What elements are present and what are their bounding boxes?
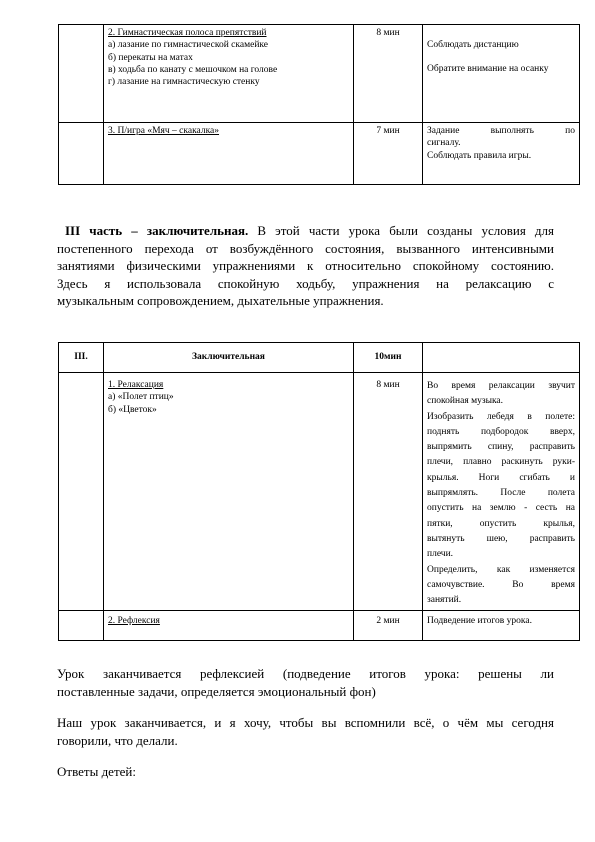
closing-paragraph: [57, 714, 554, 749]
text-line: занятиями физическими упражнениями к относительно спокойному состоянию.: [57, 258, 554, 273]
note-line: Во время релаксации звучит: [427, 381, 575, 391]
activity-item: а) лазание по гимнастической скамейке: [108, 40, 268, 51]
note-line: Изобразить лебедя в полете:: [427, 411, 575, 422]
lesson-table-part2: [58, 24, 580, 185]
note-line: плечи.: [427, 549, 454, 560]
note-line: выпрямить спину, расправить: [427, 442, 575, 453]
note-line: самочувствие. Во время: [427, 579, 575, 590]
table-cell-number: [59, 611, 104, 641]
table-row: [59, 373, 580, 611]
activity-title: 3. П/игра «Мяч – скакалка»: [108, 126, 220, 136]
activity-item: а) «Полет птиц»: [108, 392, 174, 403]
text-line: поставленные задачи, определяется эмоциональный фон): [57, 683, 376, 699]
table-cell-activity: [104, 611, 354, 641]
text-line: музыкальным сопровождением, дыхательные упражнения.: [57, 293, 384, 308]
note-line: поднять подбородок вверх,: [427, 426, 575, 437]
note-line: Задание выполнять по: [427, 126, 575, 136]
text-fragment: В этой части урока были созданы условия для: [257, 223, 555, 238]
text-line: постепенного перехода от возбуждённого состояния, вызванного интенсивными: [57, 240, 554, 256]
table-cell-notes: [423, 373, 580, 611]
table-cell-number: [59, 123, 104, 185]
table-cell-section-title: Заключительная: [104, 343, 354, 373]
table-cell-activity: [104, 25, 354, 123]
note-line: Обратите внимание на осанку: [427, 64, 549, 75]
note-line: спокойная музыка.: [427, 396, 504, 407]
table-cell-notes: [423, 25, 580, 123]
table-cell-number: [59, 25, 104, 123]
table-row: [59, 25, 580, 123]
activity-title: 1. Релаксация: [108, 380, 164, 390]
table-cell-notes: [423, 123, 580, 185]
table-cell-activity: [104, 373, 354, 611]
table-cell-number: III.: [59, 343, 104, 373]
activity-title: 2. Гимнастическая полоса препятствий: [108, 28, 267, 38]
answers-paragraph: [57, 763, 554, 781]
note-line: опустить на землю - сесть на: [427, 503, 575, 514]
text-line: Наш урок заканчивается, и я хочу, чтобы вы вспомнили всё, о чём мы сегодня: [57, 715, 554, 730]
table-cell-time: 7 мин: [354, 123, 423, 185]
activity-item: б) «Цветок»: [108, 404, 157, 415]
note-line: крылья. Ноги сгибать и: [427, 472, 575, 483]
table-cell-time: 8 мин: [354, 25, 423, 123]
part-heading: III часть – заключительная.: [65, 223, 249, 238]
table-cell-activity: [104, 123, 354, 185]
table-cell-number: [59, 373, 104, 611]
table-header-row: [59, 343, 580, 373]
text-line: Ответы детей:: [57, 764, 136, 779]
note-line: вытянуть шею, расправить: [427, 533, 575, 544]
reflection-paragraph: [57, 665, 554, 700]
table-cell-notes: [423, 343, 580, 373]
table-row: [59, 611, 580, 641]
note-line: пятки, опустить крылья,: [427, 518, 575, 529]
note-line: Определить, как изменяется: [427, 564, 575, 575]
note-line: сигналу.: [427, 138, 461, 149]
table-cell-notes: [423, 611, 580, 641]
text-line: Здесь я использовала спокойную ходьбу, упражнения на релаксацию с: [57, 275, 554, 291]
text-line: говорили, что делали.: [57, 732, 178, 748]
text-line: [57, 222, 554, 240]
note-line: Подведение итогов урока.: [427, 616, 532, 627]
part3-description: [57, 222, 554, 310]
activity-title: 2. Рефлексия: [108, 616, 160, 627]
activity-item: б) перекаты на матах: [108, 52, 193, 63]
activity-item: г) лазание на гимнастическую стенку: [108, 77, 260, 88]
note-line: плечи, плавно раскинуть руки-: [427, 457, 575, 468]
note-line: Соблюдать дистанцию: [427, 40, 519, 50]
text-line: Урок заканчивается рефлексией (подведение итогов урока: решены ли: [57, 666, 554, 681]
lesson-table-part3: [58, 342, 580, 641]
note-line: выпрямлять. После полета: [427, 488, 575, 499]
table-row: [59, 123, 580, 185]
note-line: занятий.: [427, 595, 462, 606]
table-cell-time: 2 мин: [354, 611, 423, 641]
activity-item: в) ходьба по канату с мешочком на голове: [108, 64, 278, 75]
note-line: Соблюдать правила игры.: [427, 150, 532, 161]
table-cell-time: 8 мин: [354, 373, 423, 611]
table-cell-time: 10мин: [354, 343, 423, 373]
